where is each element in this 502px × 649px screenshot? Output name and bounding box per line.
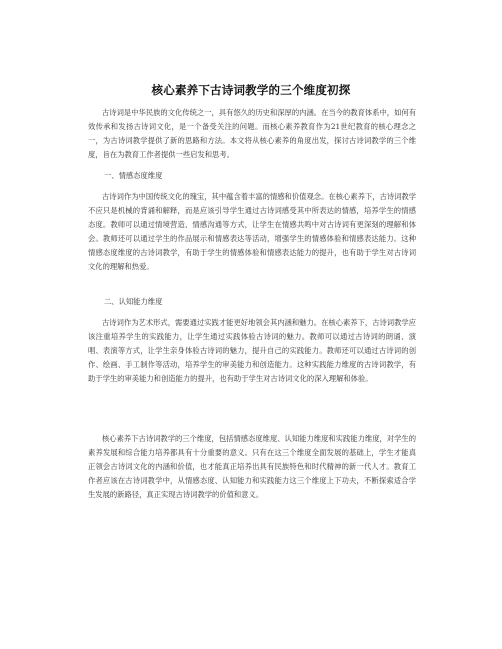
conclusion-paragraph: 核心素养下古诗词教学的三个维度，包括情感态度维度、认知能力维度和实践能力维度，对学生的素养发展和综合能力培养都具有十分重要的意义。只有在这三个维度全面发展的基础上，学生才能真正领会古诗词文化的内涵和价值，也才能真正培养出具有民族特色和时代精神的新一代人才。教育工作者应该在古诗词教学中，从情感态度、认知能力和实践能力这三个维度上下功夫，不断探索适合学生发展的新路径，真正实现古诗词教学的价值和意义。 xyxy=(88,434,416,499)
intro-paragraph: 古诗词是中华民族的文化传统之一，具有悠久的历史和深厚的内涵。在当今的教育体系中，如何有效传承和发扬古诗词文化，是一个备受关注的问题。而核心素养教育作为21世纪教育的核心理念之一，为古诗词教学提供了新的思路和方法。本文将从核心素养的角度出发，探讨古诗词教学的三个维度，旨在为教育工作者提供一些启发和思考。 xyxy=(88,108,416,159)
section-paragraph-emotion: 古诗词作为中国传统文化的瑰宝，其中蕴含着丰富的情感和价值观念。在核心素养下，古诗词教学不应只是机械的背诵和解释，而是应该引导学生通过古诗词感受其中所表达的情感，培养学生的情感态度。教师可以通过情境营造、情感沟通等方式，让学生在情感共鸣中对古诗词有更深刻的理解和体会。教师还可以通过学生的作品展示和情感表达等活动，增强学生的情感体验和情感表达能力。这种情感态度维度的古诗词教学，有助于学生的情感体验和情感表达能力的提升，也有助于学生对古诗词文化的理解和热爱。 xyxy=(88,192,416,271)
section-heading-emotion: 一、情感态度维度 xyxy=(104,171,163,180)
document-title: 核心素养下古诗词教学的三个维度初探 xyxy=(151,83,351,97)
section-paragraph-cognition: 古诗词作为艺术形式，需要通过实践才能更好地领会其内涵和魅力。在核心素养下，古诗词教学应该注重培养学生的实践能力，让学生通过实践体验古诗词的魅力。教师可以通过古诗词的朗诵、演唱、表演等方式，让学生亲身体验古诗词的魅力，提升自己的实践能力。教师还可以通过古诗词的创作、绘画、手工制作等活动，培养学生的审美能力和创造能力。这种实践能力维度的古诗词教学，有助于学生的审美能力和创造能力的提升，也有助于学生对古诗词文化的深入理解和体验。 xyxy=(88,318,416,383)
section-heading-cognition: 二、认知能力维度 xyxy=(104,297,163,306)
